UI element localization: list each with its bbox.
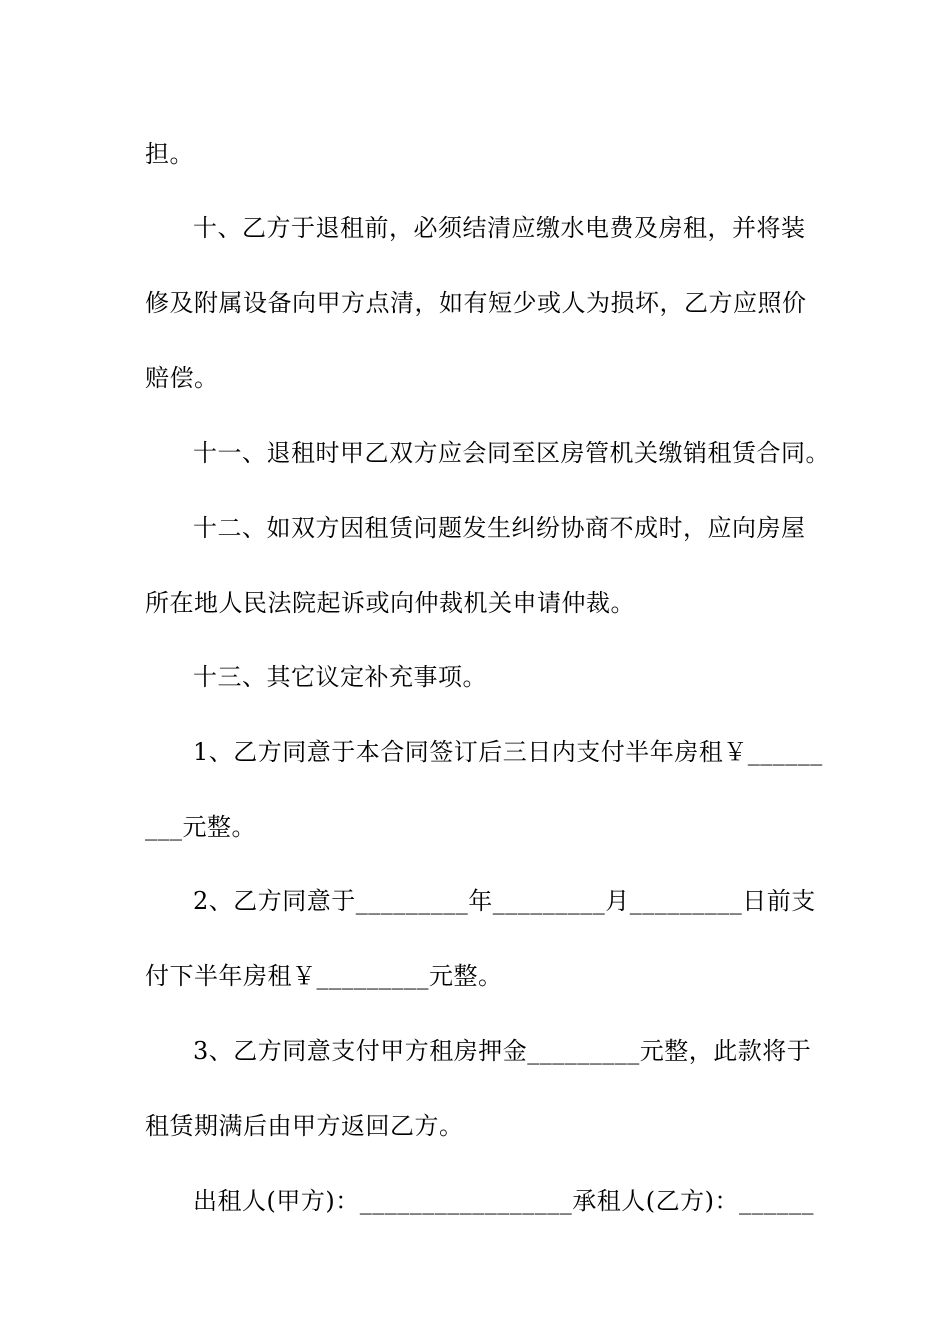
clause-11-line-1: 十一、退租时甲乙双方应会同至区房管机关缴销租赁合同。 [193,439,830,467]
clause-13-line-1: 十三、其它议定补充事项。 [193,663,487,691]
clause-10-line-1: 十、乙方于退租前，必须结清应缴水电费及房租，并将装 [193,214,806,242]
item-3-line-2: 租赁期满后由甲方返回乙方。 [145,1112,464,1140]
text-line-1: 担。 [145,140,194,168]
item-2-line-2: 付下半年房租￥_________元整。 [145,962,503,990]
clause-10-line-2: 修及附属设备向甲方点清，如有短少或人为损坏，乙方应照价 [145,289,807,317]
item-3-line-1: 3、乙方同意支付甲方租房押金_________元整，此款将于 [193,1037,812,1065]
clause-12-line-2: 所在地人民法院起诉或向仲裁机关申请仲裁。 [145,589,635,617]
item-2-line-1: 2、乙方同意于_________年_________月_________日前支 [193,887,816,915]
clause-10-line-3: 赔偿。 [145,364,219,392]
item-1-line-2: ___元整。 [145,813,256,841]
clause-12-line-1: 十二、如双方因租赁问题发生纠纷协商不成时，应向房屋 [193,514,806,542]
item-1-line-1: 1、乙方同意于本合同签订后三日内支付半年房租￥______ [193,738,823,766]
signature-line: 出租人(甲方)：_________________承租人(乙方)：______ [193,1187,814,1215]
